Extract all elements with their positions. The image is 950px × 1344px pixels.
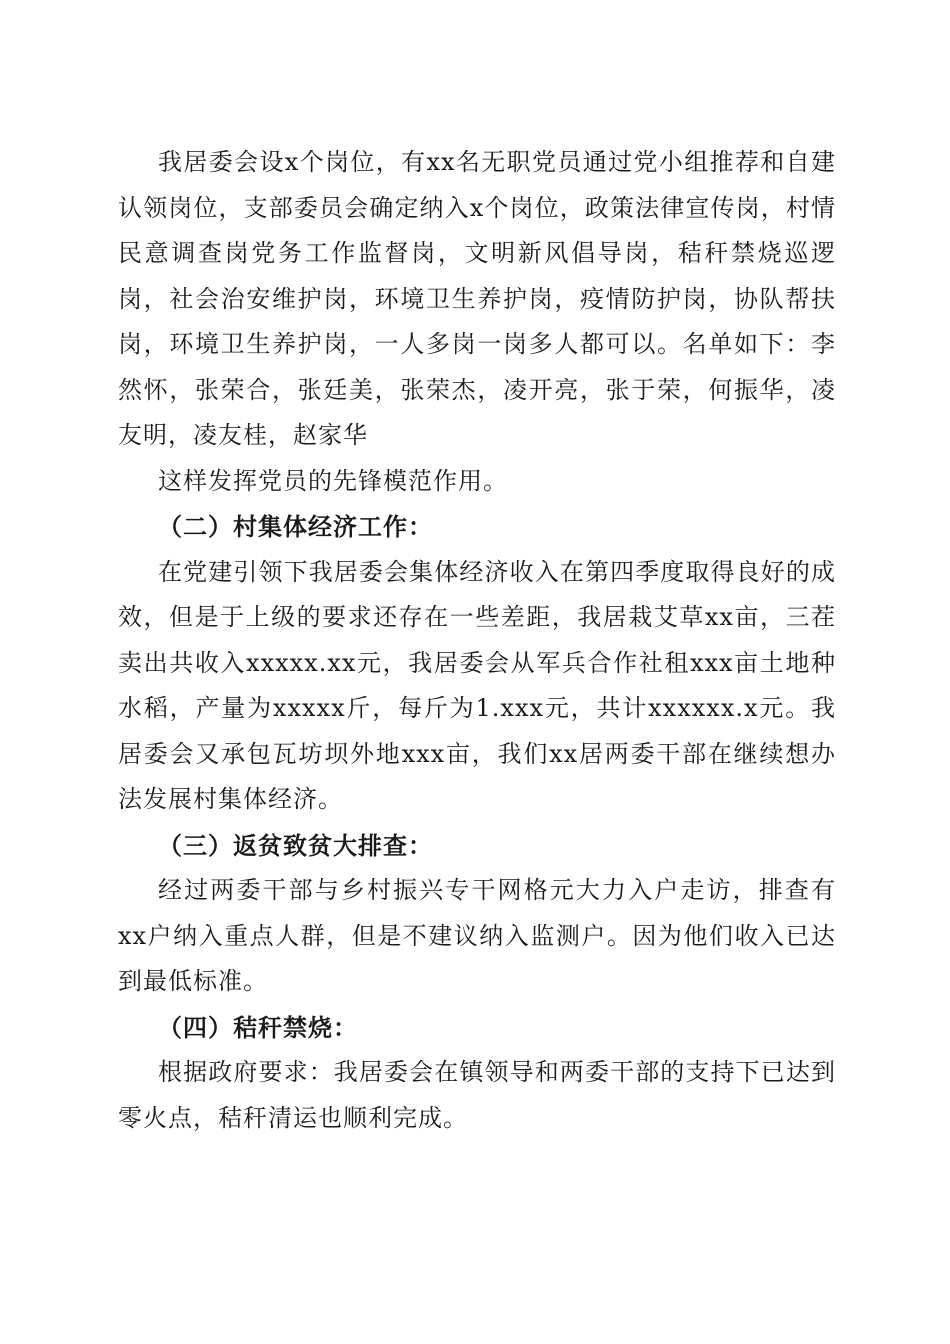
section-heading-economy: （二）村集体经济工作： bbox=[158, 512, 433, 541]
paragraph-posts: 我居委会设x个岗位，有xx名无职党员通过党小组推荐和自建认领岗位，支部委员会确定纳入x个岗位，政策法律宣传岗，村情民意调查岗党务工作监督岗，文明新风倡导岗，秸秆禁烧巡逻岗，社会治安维护岗，环境卫生养护岗，疫情防护岗，协队帮扶岗，环境卫生养护岗，一人多岗一岗多人都可以。名单如下：李然怀，张荣合，张廷美，张荣杰，凌开亮，张于荣，何振华，凌友明，凌友桂，赵家华 bbox=[118, 148, 836, 449]
paragraph-straw: 根据政府要求：我居委会在镇领导和两委干部的支持下已达到零火点，秸秆清运也顺利完成。 bbox=[118, 1058, 836, 1132]
document-body bbox=[118, 140, 836, 1141]
section-heading-straw: （四）秸秆禁烧： bbox=[158, 1012, 358, 1042]
paragraph-role: 这样发挥党员的先锋模范作用。 bbox=[158, 466, 508, 495]
paragraph-poverty: 经过两委干部与乡村振兴专干网格元大力入户走访，排查有xx户纳入重点人群，但是不建议纳入监测户。因为他们收入已达到最低标准。 bbox=[118, 876, 836, 995]
paragraph-economy: 在党建引领下我居委会集体经济收入在第四季度取得良好的成效，但是于上级的要求还存在一些差距，我居栽艾草xx亩，三茬卖出共收入xxxxx.xx元，我居委会从军兵合作社租xxx亩土地种水稻，产量为xxxxx斤，每斤为1.xxx元，共计xxxxxx.x元。我居委会又承包瓦坊坝外地xxx亩，我们xx居两委干部在继续想办法发展村集体经济。 bbox=[118, 557, 836, 813]
section-heading-poverty: （三）返贫致贫大排查： bbox=[158, 830, 433, 860]
